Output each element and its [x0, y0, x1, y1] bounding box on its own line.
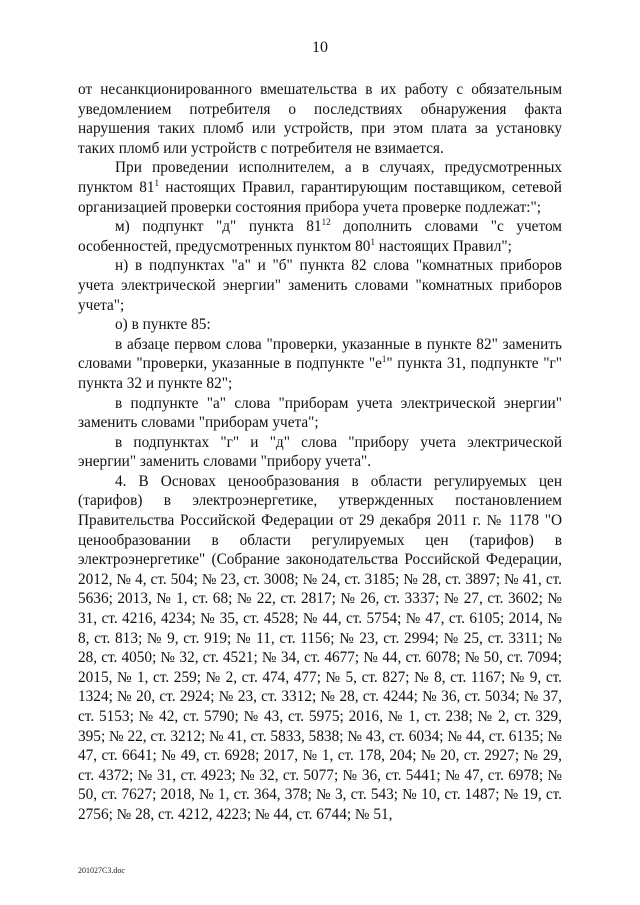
- text-run: настоящих Правил, гарантирующим поставщиком, сетевой организацией проверки состояния прибора учета проверке подлежат:";: [78, 178, 562, 216]
- text-run: от несанкционированного вмешательства в их работу с обязательным уведомлением потребителя о последствиях обнаружения факта нарушения таких пломб или устройств, при этом плата за установку таких пломб или устройств с потребителя не взимается.: [78, 81, 562, 157]
- text-run: в абзаце первом слова "проверки, указанные в пункте 82" заменить словами "проверки, указанные в подпункте "е: [78, 335, 562, 373]
- paragraph: [78, 80, 562, 158]
- text-run: 4. В Основах ценообразования в области регулируемых цен (тарифов) в электроэнергетике, утвержденных постановлением Правительства Российской Федерации от 29 декабря 2011 г. № 1178 "О ценообразовании в области регулируемых цен (тарифов) в электроэнергетике" (Собрание законодательства Российской Федерации, 2012, № 4, ст. 504; № 23, ст. 3008; № 24, ст. 3185; № 28, ст. 3897; № 41, ст. 5636; 2013, № 1, ст. 68; № 22, ст. 2817; № 26, ст. 3337; № 27, ст. 3602; № 31, ст. 4216, 4234; № 35, ст. 4528; № 44, ст. 5754; № 47, ст. 6105; 2014, № 8, ст. 813; № 9, ст. 919; № 11, ст. 1156; № 23, ст. 2994; № 25, ст. 3311; № 28, ст. 4050; № 32, ст. 4521; № 34, ст. 4677; № 44, ст. 6078; № 50, ст. 7094; 2015, № 1, ст. 259; № 2, ст. 474, 477; № 5, ст. 827; № 8, ст. 1167; № 9, ст. 1324; № 20, ст. 2924; № 23, ст. 3312; № 28, ст. 4244; № 36, ст. 5034; № 37, ст. 5153; № 42, ст. 5790; № 43, ст. 5975; 2016, № 1, ст. 238; № 2, ст. 329, 395; № 22, ст. 3212; № 41, ст. 5833, 5838; № 43, ст. 6034; № 44, ст. 6135; № 47, ст. 6641; № 49, ст. 6928; 2017, № 1, ст. 178, 204; № 20, ст. 2927; № 29, ст. 4372; № 31, ст. 4923; № 32, ст. 5077; № 36, ст. 5441; № 47, ст. 6978; № 50, ст. 7627; 2018, № 1, ст. 364, 378; № 3, ст. 543; № 10, ст. 1487; № 19, ст. 2756; № 28, ст. 4212, 4223; № 44, ст. 6744; № 51,: [78, 472, 562, 823]
- footer-file-name: 201027C3.doc: [78, 866, 125, 875]
- text-run: в подпункте "а" слова "приборам учета электрической энергии" заменить словами "приборам учета";: [78, 394, 562, 432]
- document-body: [78, 80, 562, 825]
- text-run: о) в пункте 85:: [115, 316, 211, 334]
- paragraph: [78, 472, 562, 825]
- paragraph: [78, 315, 562, 335]
- superscript-reference: 12: [321, 217, 331, 228]
- paragraph: [78, 256, 562, 315]
- paragraph: [78, 394, 562, 433]
- text-run: При проведении исполнителем, а в случаях, предусмотренных пунктом 81: [78, 159, 562, 196]
- text-run: настоящих Правил";: [374, 237, 512, 255]
- text-run: в подпунктах "г" и "д" слова "прибору учета электрической энергии" заменить словами "прибору учета".: [78, 433, 562, 471]
- text-run: н) в подпунктах "а" и "б" пункта 82 слова "комнатных приборов учета электрической энергии" заменить словами "комнатных приборов учета";: [78, 257, 562, 314]
- superscript-reference: 1: [154, 177, 159, 188]
- superscript-reference: 1: [370, 236, 375, 247]
- paragraph: [78, 433, 562, 472]
- paragraph: [78, 335, 562, 394]
- superscript-reference: 1: [381, 354, 387, 365]
- text-run: м) подпункт "д" пункта 81: [115, 218, 322, 236]
- text-run: " пункта 31, подпункте "г" пункта 32 и пункте 82";: [78, 355, 562, 392]
- page-number: 10: [312, 39, 328, 56]
- paragraph: [78, 217, 562, 256]
- paragraph: [78, 158, 562, 217]
- text-run: дополнить словами "с учетом особенностей, предусмотренных пунктом 80: [78, 218, 562, 255]
